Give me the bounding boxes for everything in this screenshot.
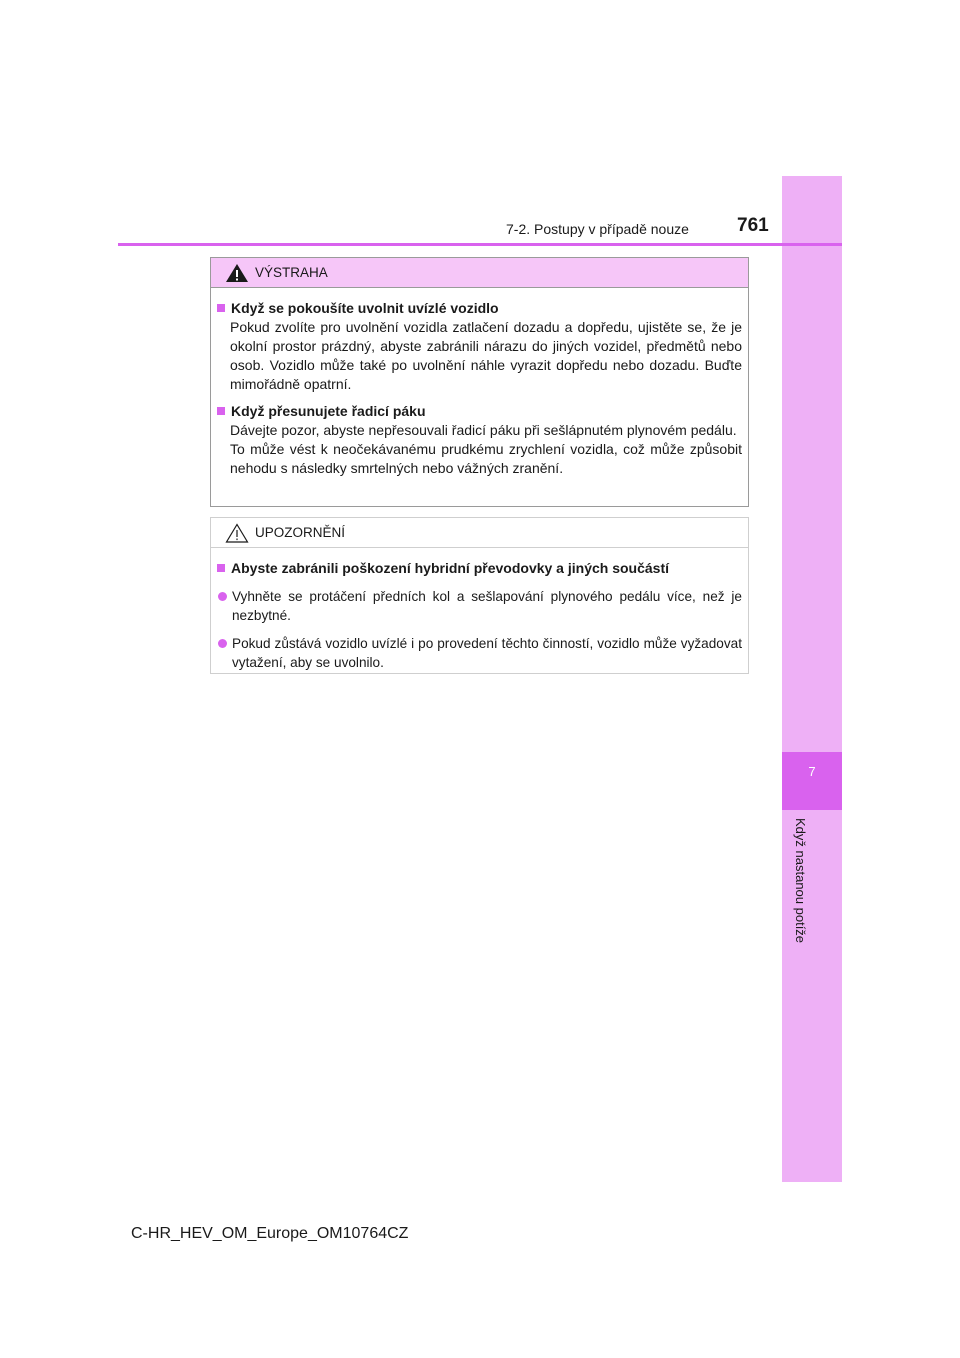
warning-box-header — [211, 258, 748, 288]
round-bullet-icon — [218, 592, 227, 601]
warning-item-heading: Když se pokoušíte uvolnit uvízlé vozidlo — [217, 299, 742, 318]
warning-item-heading: Když přesunujete řadicí páku — [217, 402, 742, 421]
warning-box — [210, 257, 749, 507]
chapter-number: 7 — [808, 764, 816, 779]
chapter-number-block — [782, 752, 842, 810]
caution-bullet: Pokud zůstává vozidlo uvízlé i po provedení těchto činností, vozidlo může vyžadovat vytažení, aby se uvolnilo. — [217, 634, 742, 672]
chapter-label: Když nastanou potíže — [793, 818, 808, 944]
document-code: C-HR_HEV_OM_Europe_OM10764CZ — [131, 1225, 409, 1242]
square-bullet-icon — [217, 564, 225, 572]
warning-item-paragraph: Dávejte pozor, abyste nepřesouvali řadicí páku při sešlápnutém plynovém pedálu. — [230, 422, 737, 438]
warning-triangle-icon — [225, 263, 249, 283]
square-bullet-icon — [217, 407, 225, 415]
header-rule — [118, 243, 842, 246]
warning-box-body — [211, 288, 748, 478]
warning-item — [217, 402, 742, 478]
warning-box-title: VÝSTRAHA — [255, 265, 328, 280]
round-bullet-icon — [218, 639, 227, 648]
warning-item-paragraph: Pokud zvolíte pro uvolnění vozidla zatlačení dozadu a dopředu, ujistěte se, že je okolní prostor prázdný, abyste zabránili nárazu do jiných vozidel, předmětů nebo osob. Vozidlo může také po uvolnění náhle vyrazit dopředu nebo dozadu. Buďte mimořádně opatrní. — [230, 319, 742, 392]
caution-box-body — [211, 548, 748, 672]
caution-triangle-icon — [225, 523, 249, 543]
section-title: 7-2. Postupy v případě nouze — [506, 221, 689, 237]
warning-item — [217, 299, 742, 394]
square-bullet-icon — [217, 304, 225, 312]
caution-heading: Abyste zabránili poškození hybridní převodovky a jiných součástí — [217, 559, 742, 578]
caution-bullet: Vyhněte se protáčení předních kol a sešlapování plynového pedálu více, než je nezbytné. — [217, 587, 742, 625]
warning-item-paragraph: To může vést k neočekávanému prudkému zrychlení vozidla, což může způsobit nehodu s následky smrtelných nebo vážných zranění. — [230, 441, 742, 476]
caution-box-title: UPOZORNĚNÍ — [255, 525, 346, 540]
caution-box-header — [211, 518, 748, 548]
chapter-side-tab — [782, 176, 842, 1182]
caution-box — [210, 517, 749, 674]
page-number: 761 — [737, 215, 769, 236]
